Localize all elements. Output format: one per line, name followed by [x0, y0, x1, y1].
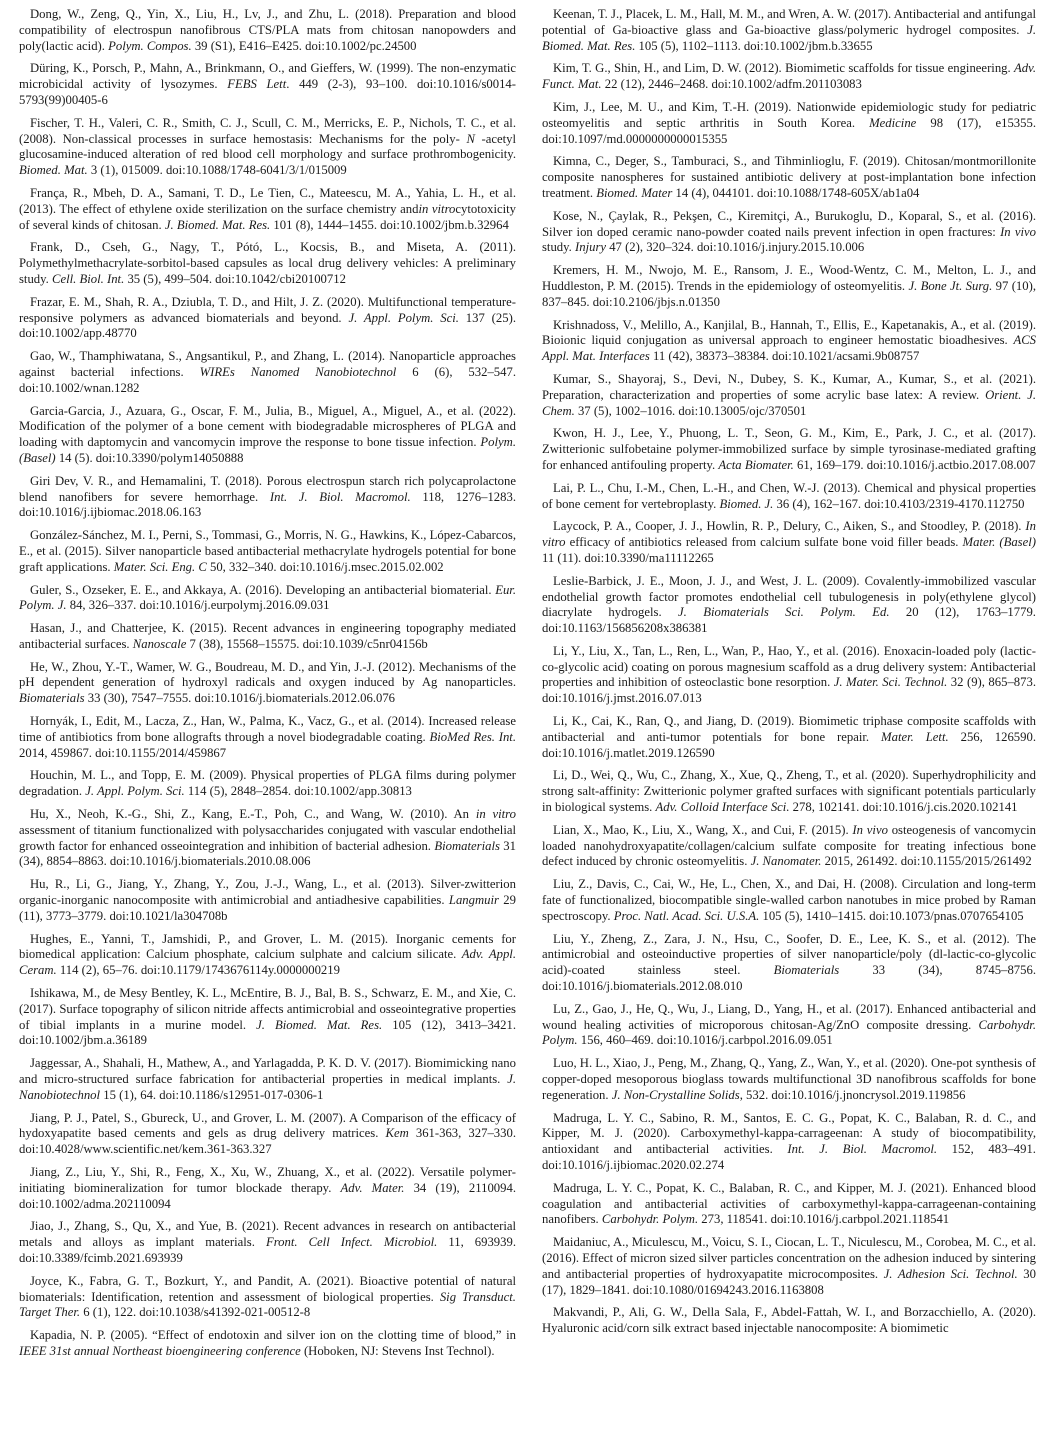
- reference-text: Hornyák, I., Edit, M., Lacza, Z., Han, W., Palma, K., Vacz, G., et al. (2014). Increased release time of antibiotics from bone allografts through a novel biodegradable coating.: [19, 714, 516, 744]
- reference-entry: [542, 100, 1036, 147]
- reference-text: Kim, T. G., Shin, H., and Lim, D. W. (2012). Biomimetic scaffolds for tissue engineering.: [553, 61, 1015, 76]
- reference-text: Keenan, T. J., Placek, L. M., Hall, M. M., and Wren, A. W. (2017). Antibacterial and antifungal potential of Ga-bioactive glass and Ga-bioactive glass/polymeric hydrogel composites.: [542, 7, 1036, 37]
- reference-entry: [542, 1056, 1036, 1103]
- reference-entry: [542, 1111, 1036, 1174]
- reference-entry: [542, 1235, 1036, 1298]
- reference-italic-text: Sig Transduct. Target Ther.: [19, 1289, 516, 1320]
- reference-text: Luo, H. L., Xiao, J., Peng, M., Zhang, Q., Yang, Z., Wan, Y., et al. (2020). One-pot synthesis of copper-doped mesoporous bioglass towards multifunctional 3D nanofibrous scaffolds for bone regeneration.: [542, 1056, 1036, 1102]
- reference-entry: [19, 186, 516, 233]
- reference-text: Liu, Y., Zheng, Z., Zara, J. N., Hsu, C., Soofer, D. E., Lee, K. S., et al. (2012). The antimicrobial and osteoinductive properties of silver nanoparticle/poly (dl-lactic-co-glycolic acid)-coated stainless steel.: [542, 931, 1036, 978]
- reference-text: 11 (11). doi:10.3390/ma11112265: [542, 550, 714, 565]
- reference-text: Lian, X., Mao, K., Liu, X., Wang, X., and Cui, F. (2015).: [553, 822, 853, 837]
- references-column-left: [19, 7, 516, 1367]
- reference-text: 101 (8), 1444–1455. doi:10.1002/jbm.b.32964: [270, 217, 509, 232]
- reference-text: Jaggessar, A., Shahali, H., Mathew, A., and Yarlagadda, P. K. D. V. (2017). Biomimicking nano and micro-structured surface fabrication for antibacterial properties in medical implants.: [19, 1056, 516, 1087]
- reference-text: González-Sánchez, M. I., Perni, S., Tommasi, G., Morris, N. G., Hawkins, K., López-Cabarcos, E., et al. (2015). Silver nanoparticle based antibacterial methacrylate hydrogels potential for bone graft applications.: [19, 528, 516, 574]
- reference-italic-text: Biomed. J.: [719, 496, 774, 511]
- reference-text: Li, Y., Liu, X., Tan, L., Ren, L., Wan, P., Hao, Y., et al. (2016). Enoxacin-loaded poly (lactic-co-glycolic acid) coating on porous magnesium scaffold as a drug delivery system: Antibacterial properties and inhibition of osteoclastic bone resorption.: [542, 643, 1036, 690]
- reference-text: 35 (5), 499–504. doi:10.1042/cbi20100712: [124, 271, 346, 286]
- reference-italic-text: N: [466, 131, 475, 146]
- reference-italic-text: Nanoscale: [132, 636, 187, 651]
- reference-entry: [542, 372, 1036, 419]
- reference-text: 37 (5), 1002–1016. doi:10.13005/ojc/370501: [574, 403, 807, 418]
- reference-entry: [19, 660, 516, 707]
- reference-italic-text: Injury: [575, 240, 607, 255]
- reference-text: Hu, X., Neoh, K.-G., Shi, Z., Kang, E.-T., Poh, C., and Wang, W. (2010). An: [30, 807, 476, 822]
- reference-italic-text: Langmuir: [448, 893, 499, 908]
- reference-italic-text: Int. J. Biol. Macromol.: [787, 1142, 938, 1157]
- reference-text: Kremers, H. M., Nwojo, M. E., Ransom, J. E., Wood-Wentz, C. M., Melton, L. J., and Huddleston, P. M. (2015). Trends in the epidemiology of osteomyelitis.: [542, 263, 1036, 293]
- references-column-right: [542, 7, 1036, 1367]
- reference-italic-text: J. Nanobiotechnol: [19, 1072, 516, 1102]
- reference-italic-text: Int. J. Biol. Macromol.: [269, 489, 411, 504]
- reference-text: Joyce, K., Fabra, G. T., Bozkurt, Y., and Pandit, A. (2021). Bioactive potential of natural biomaterials: Identification, retention and assessment of biological properties.: [19, 1273, 516, 1304]
- reference-text: Jiang, P. J., Patel, S., Gbureck, U., and Grover, L. M. (2007). A Comparison of the efficacy of hydoxyapatite based cements and gels as drug delivery matrices.: [19, 1110, 516, 1141]
- reference-entry: [19, 1328, 516, 1360]
- reference-text: 256, 126590. doi:10.1016/j.matlet.2019.126590: [542, 729, 1036, 760]
- reference-text: Lai, P. L., Chu, I.-M., Chen, L.-H., and Chen, W.-J. (2013). Chemical and physical properties of bone cement for vertebroplasty.: [542, 480, 1036, 511]
- reference-text: 105 (5), 1102–1113. doi:10.1002/jbm.b.33655: [635, 38, 873, 53]
- reference-text: Makvandi, P., Ali, G. W., Della Sala, F., Abdel-Fattah, W. I., and Borzacchiello, A. (2020). Hyaluronic acid/corn silk extract based injectable nanocomposite: A biomimetic: [542, 1305, 1036, 1336]
- reference-italic-text: J. Appl. Polym. Sci.: [85, 784, 185, 799]
- reference-text: 98 (17), e15355. doi:10.1097/md.0000000000015355: [542, 115, 1036, 146]
- reference-entry: [542, 877, 1036, 924]
- reference-italic-text: Eur. Polym. J.: [19, 582, 516, 613]
- reference-text: 14 (4), 044101. doi:10.1088/1748-605X/ab1a04: [672, 185, 920, 200]
- reference-italic-text: J. Appl. Polym. Sci.: [348, 310, 459, 325]
- reference-text: 29 (11), 3773–3779. doi:10.1021/la304708b: [19, 893, 516, 923]
- reference-entry: [542, 1305, 1036, 1337]
- reference-entry: [19, 877, 516, 924]
- reference-text: Gao, W., Thamphiwatana, S., Angsantikul, P., and Zhang, L. (2014). Nanoparticle approaches against bacterial infections.: [19, 349, 516, 379]
- reference-text: osteogenesis of vancomycin loaded nanohydroxyapatite/collagen/calcium sulfate composite for treating infectious bone defect induced by chronic osteomyelitis.: [542, 822, 1037, 869]
- reference-text: 156, 460–469. doi:10.1016/j.carbpol.2016.09.051: [577, 1033, 833, 1048]
- reference-italic-text: In vivo: [1000, 224, 1036, 239]
- reference-italic-text: Polym. Compos.: [108, 38, 192, 53]
- reference-italic-text: J. Non-Crystalline Solids: [611, 1087, 740, 1102]
- reference-italic-text: Adv. Colloid Interface Sci.: [655, 800, 790, 815]
- reference-italic-text: J. Biomed. Mat. Res.: [256, 1017, 383, 1032]
- reference-entry: [542, 932, 1036, 995]
- reference-italic-text: Carbohydr. Polym.: [601, 1212, 699, 1227]
- reference-entry: [542, 318, 1036, 365]
- reference-text: 105 (12), 3413–3421. doi:10.1002/jbm.a.36189: [19, 1017, 516, 1048]
- reference-entry: [19, 714, 516, 761]
- reference-italic-text: in vitro: [475, 807, 516, 822]
- reference-entry: [19, 932, 516, 979]
- reference-text: Guler, S., Ozseker, E. E., and Akkaya, A. (2016). Developing an antibacterial biomaterial.: [30, 582, 496, 597]
- reference-italic-text: Front. Cell Infect. Microbiol.: [265, 1235, 438, 1250]
- reference-text: 2014, 459867. doi:10.1155/2014/459867: [19, 745, 227, 760]
- reference-text: Dong, W., Zeng, Q., Yin, X., Liu, H., Lv, J., and Zhu, L. (2018). Preparation and blood compatibility of electrospun nanofibrous CTS/PLA mats from chitosan nanopowders and poly(lactic acid).: [19, 7, 516, 53]
- reference-text: -acetyl glucosamine-induced alteration of red blood cell morphology and surface prothrombogenicity.: [19, 131, 517, 162]
- reference-text: Düring, K., Porsch, P., Mahn, A., Brinkmann, O., and Gieffers, W. (1999). The non-enzymatic microbicidal activity of lysozymes.: [19, 61, 516, 92]
- reference-entry: [19, 1165, 516, 1212]
- reference-entry: [19, 349, 516, 396]
- reference-text: Krishnadoss, V., Melillo, A., Kanjilal, B., Hannah, T., Ellis, E., Kapetanakis, A., et al. (2019). Bioionic liquid conjugation as universal approach to engineer hemostatic bioadhesives.: [542, 317, 1036, 348]
- reference-text: , 532. doi:10.1016/j.jnoncrysol.2019.119856: [739, 1087, 966, 1102]
- reference-text: 118, 1276–1283. doi:10.1016/j.ijbiomac.2018.06.163: [19, 489, 517, 520]
- reference-italic-text: Orient. J. Chem.: [542, 387, 1036, 418]
- reference-text: 61, 169–179. doi:10.1016/j.actbio.2017.08.007: [793, 457, 1036, 472]
- reference-text: 14 (5). doi:10.3390/polym14050888: [55, 450, 244, 465]
- reference-italic-text: J. Bone Jt. Surg.: [908, 278, 993, 293]
- reference-text: 22 (12), 2446–2468. doi:10.1002/adfm.201103083: [601, 77, 862, 92]
- reference-text: 361-363, 327–330. doi:10.4028/www.scientific.net/kem.361-363.327: [19, 1126, 516, 1157]
- reference-italic-text: J. Biomed. Mat. Res.: [542, 22, 1036, 53]
- reference-italic-text: J. Adhesion Sci. Technol.: [883, 1266, 1018, 1281]
- reference-text: 152, 483–491. doi:10.1016/j.ijbiomac.2020.02.274: [542, 1142, 1036, 1172]
- reference-entry: [542, 61, 1036, 93]
- reference-entry: [19, 474, 516, 521]
- reference-text: 36 (4), 162–167. doi:10.4103/2319-4170.112750: [773, 496, 1025, 511]
- reference-italic-text: In vivo: [852, 822, 888, 837]
- reference-text: 7 (38), 15568–15575. doi:10.1039/c5nr04156b: [186, 636, 428, 651]
- reference-entry: [19, 1111, 516, 1158]
- reference-entry: [19, 1274, 516, 1321]
- reference-text: 33 (34), 8745–8756. doi:10.1016/j.biomaterials.2012.08.010: [542, 963, 1036, 994]
- reference-italic-text: Adv. Appl. Ceram.: [19, 947, 517, 978]
- reference-text: 31 (34), 8854–8863. doi:10.1016/j.biomaterials.2010.08.006: [19, 838, 516, 869]
- reference-text: 50, 332–340. doi:10.1016/j.msec.2015.02.002: [206, 559, 444, 574]
- reference-entry: [19, 295, 516, 342]
- reference-text: 30 (17), 1829–1841. doi:10.1080/01694243.2016.1163808: [542, 1266, 1036, 1297]
- reference-entry: [542, 154, 1036, 201]
- reference-text: Kimna, C., Deger, S., Tamburaci, S., and Tihminlioglu, F. (2019). Chitosan/montmorillonite composite nanospheres for sustained antibiotic delivery at post-implantation bone infection treatment.: [542, 154, 1036, 200]
- reference-text: 33 (30), 7547–7555. doi:10.1016/j.biomaterials.2012.06.076: [84, 691, 396, 706]
- reference-text: assessment of titanium functionalized with polysaccharides conjugated with vascular endothelial growth factor for enhanced osseointegration and inhibition of bacterial adhesion.: [19, 822, 516, 853]
- reference-entry: [542, 768, 1036, 815]
- reference-italic-text: in vitro: [418, 201, 456, 216]
- reference-text: 6 (1), 122. doi:10.1038/s41392-021-00512-8: [80, 1305, 311, 1320]
- reference-text: 97 (10), 837–845. doi:10.2106/jbjs.n.01350: [542, 278, 1037, 309]
- reference-italic-text: J. Biomaterials Sci. Polym. Ed.: [678, 605, 890, 620]
- reference-italic-text: Biomed. Mater: [596, 185, 673, 200]
- reference-entry: [19, 1056, 516, 1103]
- reference-text: Ishikawa, M., de Mesy Bentley, K. L., McEntire, B. J., Bal, B. S., Schwarz, E. M., and Xie, C. (2017). Surface topography of silicon nitride affects antimicrobial and osseointegrative properties of tibial implants in a murine model.: [19, 986, 516, 1032]
- reference-entry: [19, 621, 516, 653]
- reference-italic-text: Adv. Mater.: [340, 1180, 405, 1195]
- reference-text: 34 (19), 2110094. doi:10.1002/adma.202110094: [19, 1180, 516, 1211]
- reference-italic-text: Mater. Lett.: [881, 729, 949, 744]
- reference-text: Hu, R., Li, G., Jiang, Y., Zhang, Y., Zou, J.-J., Wang, L., et al. (2013). Silver-zwitterion organic-inorganic nanocomposite with antimicrobial and antiadhesive capabilities.: [19, 877, 516, 908]
- reference-text: Jiang, Z., Liu, Y., Shi, R., Feng, X., Xu, W., Zhuang, X., et al. (2022). Versatile polymer-initiating biomineralization for tumor blockade therapy.: [19, 1165, 516, 1195]
- reference-italic-text: In vitro: [542, 519, 1036, 550]
- reference-entry: [19, 807, 516, 870]
- reference-text: Lu, Z., Gao, J., He, Q., Wu, J., Liang, D., Yang, H., et al. (2017). Enhanced antibacterial and wound healing activities of microporous chitosan-Ag/ZnO composite dressing.: [542, 1001, 1036, 1032]
- reference-italic-text: Acta Biomater.: [718, 457, 794, 472]
- reference-text: 105 (5), 1410–1415. doi:10.1073/pnas.0707654105: [759, 908, 1024, 923]
- reference-italic-text: BioMed Res. Int.: [429, 729, 516, 744]
- reference-text: Maidaniuc, A., Miculescu, M., Voicu, S. I., Ciocan, L. T., Niculescu, M., Corobea, M. C., et al. (2016). Effect of micron sized silver particles concentration on the adhesion induced by sintering and antibacterial properties of hydroxyapatite microcomposites.: [542, 1235, 1036, 1281]
- reference-text: 47 (2), 320–324. doi:10.1016/j.injury.2015.10.006: [606, 240, 865, 255]
- reference-text: 273, 118541. doi:10.1016/j.carbpol.2021.118541: [698, 1212, 950, 1227]
- reference-entry: [19, 7, 516, 54]
- reference-italic-text: WIREs Nanomed Nanobiotechnol: [199, 364, 397, 379]
- reference-text: 3 (1), 015009. doi:10.1088/1748-6041/3/1/015009: [87, 163, 347, 178]
- reference-text: Kim, J., Lee, M. U., and Kim, T.-H. (2019). Nationwide epidemiologic study for pediatric osteomyelitis and septic arthritis in South Korea.: [542, 99, 1036, 130]
- reference-text: Madruga, L. Y. C., Popat, K. C., Balaban, R. C., and Kipper, M. J. (2021). Enhanced blood coagulation and antibacterial activities of carboxymethyl-kappa-carrageenan-containing nanofibers.: [542, 1180, 1036, 1227]
- reference-text: 137 (25). doi:10.1002/app.48770: [19, 310, 516, 341]
- reference-text: 11, 693939. doi:10.3389/fcimb.2021.693939: [19, 1235, 517, 1265]
- reference-italic-text: Cell. Biol. Int.: [52, 271, 125, 286]
- reference-text: Giri Dev, V. R., and Hemamalini, T. (2018). Porous electrospun starch rich polycaprolactone blend nanofibers for severe hemorrhage.: [19, 473, 516, 504]
- reference-italic-text: ACS Appl. Mat. Interfaces: [542, 333, 1036, 364]
- reference-entry: [542, 481, 1036, 513]
- reference-italic-text: Proc. Natl. Acad. Sci. U.S.A.: [613, 908, 760, 923]
- reference-entry: [19, 986, 516, 1049]
- reference-italic-text: Adv. Funct. Mat.: [542, 61, 1036, 92]
- reference-entry: [542, 209, 1036, 256]
- reference-text: Houchin, M. L., and Topp, E. M. (2009). Physical properties of PLGA films during polymer degradation.: [19, 768, 516, 799]
- reference-text: . 449 (2-3), 93–100. doi:10.1016/s0014-5793(99)00405-6: [19, 77, 516, 107]
- reference-entry: [542, 574, 1036, 637]
- reference-entry: [542, 426, 1036, 473]
- reference-text: Leslie-Barbick, J. E., Moon, J. J., and West, J. L. (2009). Covalently-immobilized vascular endothelial growth factor promotes endothelial cell tubulogenesis in poly(ethylene glycol) diacrylate hydrogels.: [542, 573, 1036, 620]
- reference-text: Kose, N., Çaylak, R., Pekşen, C., Kiremitçi, A., Burukoglu, D., Koparal, S., et al. (2016). Silver ion doped ceramic nano-powder coated nails prevent infection in open fractures:: [542, 208, 1036, 239]
- reference-entry: [542, 714, 1036, 761]
- reference-text: Hughes, E., Yanni, T., Jamshidi, P., and Grover, L. M. (2015). Inorganic cements for biomedical application: Calcium phosphate, calcium sulphate and calcium silicate.: [19, 931, 516, 962]
- reference-italic-text: Kem: [385, 1126, 409, 1141]
- reference-entry: [542, 263, 1036, 310]
- reference-entry: [542, 823, 1036, 870]
- reference-entry: [19, 528, 516, 575]
- reference-italic-text: Biomaterials: [773, 963, 840, 978]
- reference-text: cytotoxicity of several kinds of chitosan.: [19, 201, 516, 232]
- reference-italic-text: Mater. (Basel): [962, 535, 1036, 550]
- reference-entry: [19, 768, 516, 800]
- reference-text: 11 (42), 38373–38384. doi:10.1021/acsami.9b08757: [649, 349, 920, 364]
- reference-italic-text: Biomed. Mat.: [19, 163, 88, 178]
- reference-entry: [542, 1181, 1036, 1228]
- reference-text: 278, 102141. doi:10.1016/j.cis.2020.102141: [789, 800, 1018, 815]
- reference-text: França, R., Mbeh, D. A., Samani, T. D., Le Tien, C., Mateescu, M. A., Yahia, L. H., et al. (2013). The effect of ethylene oxide sterilization on the surface chemistry and: [19, 185, 516, 216]
- reference-text: Li, K., Cai, K., Ran, Q., and Jiang, D. (2019). Biomimetic triphase composite scaffolds with antibacterial and anti-tumor potentials for bone repair.: [542, 714, 1036, 744]
- reference-italic-text: J. Nanomater.: [750, 854, 822, 869]
- reference-text: 32 (9), 865–873. doi:10.1016/j.jmst.2016.07.013: [542, 675, 1036, 706]
- reference-text: 20 (12), 1763–1779. doi:10.1163/156856208x386381: [542, 605, 1036, 636]
- reference-italic-text: Medicine: [869, 115, 917, 130]
- reference-text: He, W., Zhou, Y.-T., Wamer, W. G., Boudreau, M. D., and Yin, J.-J. (2012). Mechanisms of the pH dependent generation of hydroxyl radicals and oxygen induced by Ag nanoparticles.: [19, 659, 516, 690]
- reference-italic-text: Carbohydr. Polym.: [542, 1017, 1036, 1048]
- reference-text: Madruga, L. Y. C., Sabino, R. M., Santos, E. C. G., Popat, K. C., Balaban, R. d. C., and Kipper, M. J. (2020). Carboxymethyl-kappa-carrageenan: A study of biocompatibility, antioxidant and antibacterial activities.: [542, 1110, 1036, 1157]
- reference-italic-text: Mater. Sci. Eng. C: [113, 559, 207, 574]
- reference-italic-text: Biomaterials: [434, 838, 500, 853]
- reference-entry: [542, 644, 1036, 707]
- reference-text: Kapadia, N. P. (2005). “Effect of endotoxin and silver ion on the clotting time of blood,” in: [30, 1328, 516, 1343]
- reference-entry: [19, 583, 516, 615]
- reference-text: efficacy of antibiotics released from calcium sulfate bone void filler beads.: [565, 535, 963, 550]
- reference-entry: [19, 116, 516, 179]
- reference-entry: [19, 404, 516, 467]
- reference-text: 114 (2), 65–76. doi:10.1179/1743676114y.0000000219: [56, 963, 340, 978]
- reference-text: 15 (1), 64. doi:10.1186/s12951-017-0306-1: [100, 1087, 324, 1102]
- reference-text: study.: [542, 240, 576, 255]
- reference-text: 39 (S1), E416–E425. doi:10.1002/pc.24500: [191, 38, 417, 53]
- reference-text: Hasan, J., and Chatterjee, K. (2015). Recent advances in engineering topography mediated antibacterial surfaces.: [19, 621, 516, 651]
- reference-text: Fischer, T. H., Valeri, C. R., Smith, C. J., Scull, C. M., Merricks, E. P., Nichols, T. C., et al. (2008). Non-classical processes in surface hemostasis: Mechanisms for the poly-: [19, 115, 516, 146]
- reference-text: Li, D., Wei, Q., Wu, C., Zhang, X., Xue, Q., Zheng, T., et al. (2020). Superhydrophilicity and strong salt-affinity: Zwitterionic polymer grafted surfaces with significant potentials particularly in biological systems.: [542, 768, 1036, 815]
- reference-italic-text: J. Mater. Sci. Technol.: [833, 675, 948, 690]
- reference-italic-text: FEBS Lett: [227, 77, 287, 92]
- reference-entry: [19, 240, 516, 287]
- reference-text: Liu, Z., Davis, C., Cai, W., He, L., Chen, X., and Dai, H. (2008). Circulation and long-term fate of functionalized, biocompatible single-walled carbon nanotubes in mice probed by Raman spectroscopy.: [542, 877, 1036, 923]
- reference-text: Laycock, P. A., Cooper, J. J., Howlin, R. P., Delury, C., Aiken, S., and Stoodley, P. (2018).: [553, 519, 1026, 534]
- reference-text: Kumar, S., Shayoraj, S., Devi, N., Dubey, S. K., Kumar, A., Kumar, S., et al. (2021). Preparation, characterization and properties of some acrylic base latex: A review.: [542, 371, 1036, 402]
- reference-entry: [19, 61, 516, 108]
- reference-italic-text: J. Biomed. Mat. Res.: [164, 217, 271, 232]
- reference-text: Frazar, E. M., Shah, R. A., Dziubla, T. D., and Hilt, J. Z. (2020). Multifunctional temperature-responsive polymers as advanced biomaterials and beyond.: [19, 294, 516, 325]
- reference-entry: [19, 1219, 516, 1266]
- reference-italic-text: Biomaterials: [19, 691, 85, 706]
- reference-text: (Hoboken, NJ: Stevens Inst Technol).: [300, 1343, 495, 1358]
- reference-entry: [542, 7, 1036, 54]
- reference-text: 114 (5), 2848–2854. doi:10.1002/app.30813: [184, 784, 412, 799]
- reference-italic-text: IEEE 31st annual Northeast bioengineering conference: [19, 1343, 301, 1358]
- reference-italic-text: Polym. (Basel): [19, 435, 516, 465]
- reference-text: 2015, 261492. doi:10.1155/2015/261492: [821, 854, 1032, 869]
- reference-entry: [542, 1002, 1036, 1049]
- reference-text: Frank, D., Cseh, G., Nagy, T., Pótó, L., Kocsis, B., and Miseta, A. (2011). Polymethylmethacrylate-sorbitol-based capsules as local drug delivery vehicles: A preliminary study.: [19, 240, 516, 286]
- reference-text: 84, 326–337. doi:10.1016/j.eurpolymj.2016.09.031: [66, 598, 330, 613]
- reference-text: Kwon, H. J., Lee, Y., Phuong, L. T., Seon, G. M., Kim, E., Park, J. C., et al. (2017). Zwitterionic sulfobetaine polymer-immobilized surface by simple tyrosinase-mediated grafting for enhanced antifouling property.: [542, 426, 1036, 472]
- reference-entry: [542, 519, 1036, 566]
- reference-text: 6 (6), 532–547. doi:10.1002/wnan.1282: [19, 364, 516, 395]
- reference-text: Jiao, J., Zhang, S., Qu, X., and Yue, B. (2021). Recent advances in research on antibacterial metals and alloys as implant materials.: [19, 1219, 516, 1250]
- reference-text: Garcia-Garcia, J., Azuara, G., Oscar, F. M., Julia, B., Miguel, A., Miguel, A., et al. (2022). Modification of the polymer of a bone cement with biodegradable microspheres of PLGA and loading with daptomycin and vancomycin improve the response to bone tissue infection.: [19, 403, 516, 450]
